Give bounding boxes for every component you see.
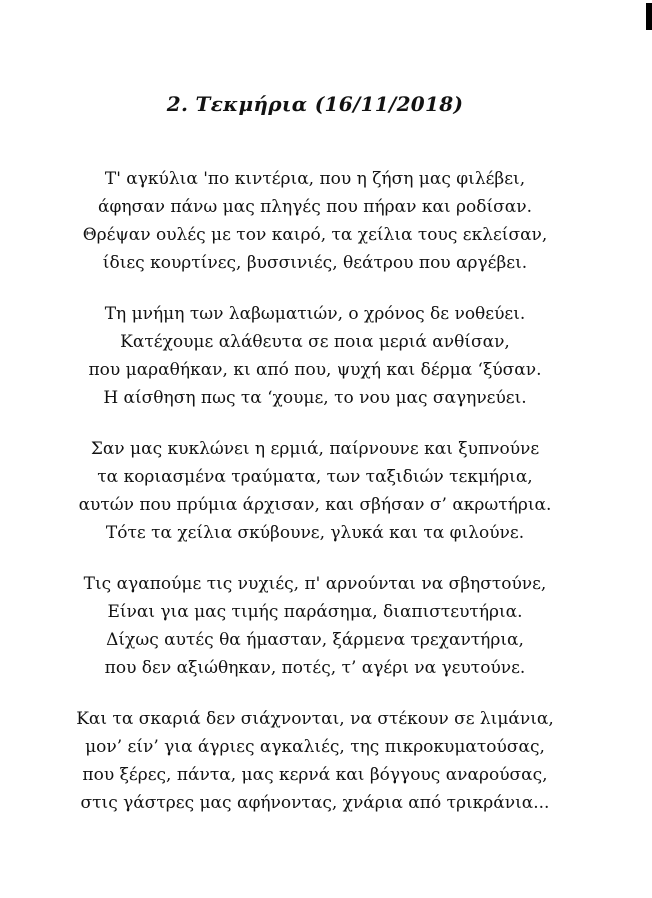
poem-line: Τις αγαπούμε τις νυχιές, π' αρνούνται να σβηστούνε,	[83, 574, 547, 594]
poem-line: αυτών που πρύμια άρχισαν, και σβήσαν σ’ ακρωτήρια.	[78, 495, 552, 515]
poem-line: Και τα σκαριά δεν σιάχνονται, να στέκουν σε λιμάνια,	[76, 709, 554, 729]
poem-line: Τ' αγκύλια 'πο κιντέρια, που η ζήση μας φιλέβει,	[104, 169, 526, 189]
poem-line: που ξέρες, πάντα, μας κερνά και βόγγους αναρούσας,	[82, 765, 548, 785]
poem-line: ίδιες κουρτίνες, βυσσινιές, θεάτρου που αργέβει.	[102, 253, 528, 273]
poem-stanza	[0, 165, 630, 277]
poem-line: Θρέψαν ουλές με τον καιρό, τα χείλια τους εκλείσαν,	[82, 225, 548, 245]
poem-stanza	[0, 705, 630, 817]
poem-line: που μαραθήκαν, κι από που, ψυχή και δέρμα ‘ξύσαν.	[88, 360, 542, 380]
page-corner-mark	[646, 3, 652, 30]
poem-line: Δίχως αυτές θα ήμασταν, ξάρμενα τρεχαντήρια,	[106, 630, 524, 650]
poem-line: που δεν αξιώθηκαν, ποτές, τ’ αγέρι να γευτούνε.	[104, 658, 526, 678]
poem-stanza	[0, 570, 630, 682]
poem-line: Τότε τα χείλια σκύβουνε, γλυκά και τα φιλούνε.	[105, 523, 525, 543]
poem-line: Είναι για μας τιμής παράσημα, διαπιστευτήρια.	[107, 602, 523, 622]
poem-stanza	[0, 435, 630, 547]
poem-line: Τη μνήμη των λαβωματιών, ο χρόνος δε νοθεύει.	[104, 304, 526, 324]
poem-stanza	[0, 300, 630, 412]
poem-title: 2. Τεκμήρια (16/11/2018)	[166, 92, 464, 116]
poem-line: στις γάστρες μας αφήνοντας, χνάρια από τρικράνια...	[80, 793, 550, 813]
poem-line: Σαν μας κυκλώνει η ερμιά, παίρνουνε και ξυπνούνε	[90, 439, 540, 459]
poem-line: Η αίσθηση πως τα ‘χουμε, το νου μας σαγηνεύει.	[103, 388, 527, 408]
poem-line: άφησαν πάνω μας πληγές που πήραν και ροδίσαν.	[98, 197, 532, 217]
poem-line: τα κοριασμένα τραύματα, των ταξιδιών τεκμήρια,	[97, 467, 533, 487]
poem-line: μον’ είν’ για άγριες αγκαλιές, της πικροκυματούσας,	[85, 737, 545, 757]
poem-line: Κατέχουμε αλάθευτα σε ποια μεριά ανθίσαν,	[120, 332, 510, 352]
